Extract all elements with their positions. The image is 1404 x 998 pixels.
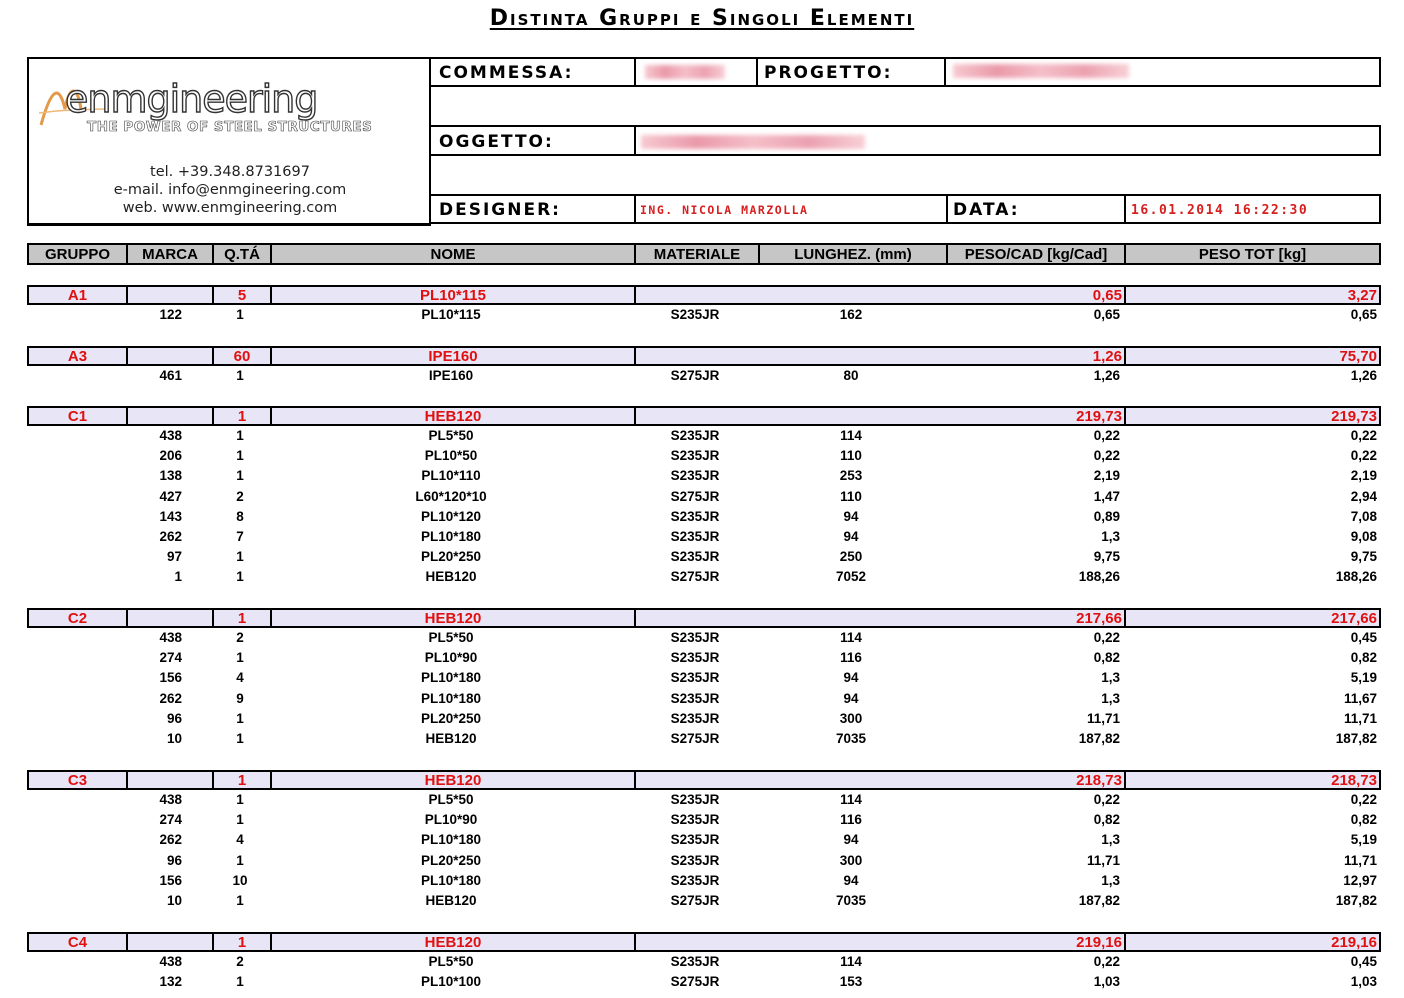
company-logo-box: [27, 57, 431, 226]
item-materiale: S275JR: [670, 974, 720, 989]
item-lunghezza: 253: [839, 468, 863, 483]
item-peso-cad: 0,82: [1093, 812, 1120, 827]
item-lunghezza: 114: [840, 630, 862, 645]
item-nome: HEB120: [425, 569, 477, 584]
table-row: [27, 547, 1381, 567]
item-marca: 96: [166, 853, 182, 868]
table-row: [27, 729, 1381, 749]
group-code: A1: [67, 287, 88, 304]
item-qta: 1: [236, 549, 244, 564]
item-marca: 10: [166, 893, 182, 908]
col-peso-cad: PESO/CAD [kg/Cad]: [964, 246, 1108, 263]
item-qta: 1: [236, 711, 244, 726]
commessa-label: COMMESSA:: [439, 63, 574, 83]
group-peso-tot: 217,66: [1331, 610, 1377, 627]
oggetto-row: [429, 125, 1381, 156]
item-qta: 1: [236, 368, 244, 383]
col-marca: MARCA: [142, 246, 198, 263]
item-marca: 97: [166, 549, 182, 564]
group-peso-cad: 219,16: [1076, 934, 1122, 951]
item-materiale: S275JR: [670, 489, 720, 504]
item-marca: 96: [166, 711, 182, 726]
item-nome: PL5*50: [428, 792, 474, 807]
item-materiale: S235JR: [670, 549, 720, 564]
group-qta: 1: [237, 772, 247, 789]
group-code: C4: [67, 934, 88, 951]
item-lunghezza: 94: [843, 832, 859, 847]
item-marca: 438: [159, 792, 182, 807]
group-peso-tot: 218,73: [1331, 772, 1377, 789]
item-nome: IPE160: [428, 368, 474, 383]
group-nome: HEB120: [424, 610, 482, 627]
item-peso-cad: 0,82: [1093, 650, 1120, 665]
group-code: A3: [67, 348, 88, 365]
item-qta: 1: [236, 812, 244, 827]
item-peso-cad: 11,71: [1086, 853, 1120, 868]
item-marca: 427: [159, 489, 182, 504]
item-marca: 132: [159, 974, 182, 989]
progetto-value-redacted: [953, 64, 1129, 78]
item-marca: 138: [159, 468, 182, 483]
item-materiale: S235JR: [670, 954, 720, 969]
item-peso-tot: 2,19: [1350, 468, 1377, 483]
item-materiale: S275JR: [670, 731, 720, 746]
table-row: [27, 689, 1381, 709]
table-row: [27, 426, 1381, 446]
item-lunghezza: 162: [839, 307, 863, 322]
item-qta: 10: [232, 873, 248, 888]
item-marca: 461: [159, 368, 182, 383]
item-peso-cad: 0,22: [1093, 954, 1120, 969]
item-lunghezza: 7052: [835, 569, 867, 584]
item-peso-tot: 0,82: [1350, 812, 1377, 827]
designer-data-row: [429, 194, 1381, 224]
item-materiale: S235JR: [670, 509, 720, 524]
item-materiale: S235JR: [670, 468, 720, 483]
table-row: [27, 972, 1381, 992]
item-peso-tot: 2,94: [1350, 489, 1377, 504]
item-qta: 1: [236, 893, 244, 908]
item-nome: PL10*180: [420, 529, 482, 544]
item-qta: 1: [236, 731, 244, 746]
logo-tagline: THE POWER OF STEEL STRUCTURES: [87, 119, 373, 135]
col-gruppo: GRUPPO: [44, 246, 110, 263]
item-nome: PL10*115: [421, 307, 481, 322]
item-nome: PL5*50: [428, 428, 474, 443]
item-peso-cad: 1,03: [1093, 974, 1120, 989]
table-row: [27, 790, 1381, 810]
item-materiale: S235JR: [670, 650, 720, 665]
group-nome: PL10*115: [420, 287, 486, 304]
item-materiale: S235JR: [670, 428, 720, 443]
commessa-progetto-row: [429, 57, 1381, 87]
item-marca: 438: [159, 428, 182, 443]
item-peso-tot: 1,26: [1350, 368, 1377, 383]
table-row: [27, 851, 1381, 871]
contact-web: web. www.enmgineering.com: [122, 200, 338, 216]
item-qta: 2: [236, 630, 244, 645]
item-qta: 7: [236, 529, 244, 544]
item-marca: 156: [159, 670, 182, 685]
group-nome: HEB120: [424, 772, 482, 789]
table-row: [27, 952, 1381, 972]
item-peso-cad: 0,22: [1093, 630, 1120, 645]
table-row: [27, 871, 1381, 891]
group-nome: IPE160: [428, 348, 478, 365]
item-materiale: S235JR: [670, 832, 720, 847]
item-qta: 4: [236, 670, 244, 685]
item-materiale: S235JR: [670, 873, 720, 888]
table-row: [27, 487, 1381, 507]
item-peso-tot: 9,08: [1350, 529, 1377, 544]
item-peso-tot: 11,71: [1343, 853, 1377, 868]
item-peso-cad: 1,3: [1101, 873, 1120, 888]
group-row: [27, 285, 1381, 305]
item-marca: 143: [159, 509, 182, 524]
item-nome: PL10*50: [424, 448, 478, 463]
item-qta: 9: [236, 691, 244, 706]
table-row: [27, 446, 1381, 466]
item-qta: 1: [236, 974, 244, 989]
item-lunghezza: 110: [840, 489, 862, 504]
group-peso-cad: 0,65: [1092, 287, 1122, 304]
item-materiale: S275JR: [670, 368, 720, 383]
item-materiale: S235JR: [670, 307, 720, 322]
col-lunghezza: LUNGHEZ. (mm): [794, 246, 912, 263]
table-row: [27, 810, 1381, 830]
item-peso-cad: 1,3: [1101, 691, 1120, 706]
item-materiale: S235JR: [670, 529, 720, 544]
col-nome: NOME: [430, 246, 476, 263]
item-marca: 262: [159, 832, 182, 847]
item-qta: 1: [236, 650, 244, 665]
item-peso-cad: 1,3: [1101, 670, 1120, 685]
item-nome: L60*120*10: [415, 489, 487, 504]
designer-label: DESIGNER:: [439, 200, 561, 220]
table-row: [27, 830, 1381, 850]
item-peso-cad: 0,22: [1093, 448, 1120, 463]
group-qta: 60: [233, 348, 251, 365]
item-peso-cad: 1,3: [1101, 529, 1120, 544]
group-row: [27, 406, 1381, 426]
col-materiale: MATERIALE: [653, 246, 741, 263]
item-peso-tot: 0,45: [1350, 630, 1377, 645]
item-marca: 438: [159, 630, 182, 645]
item-nome: PL10*110: [421, 468, 481, 483]
item-qta: 1: [236, 307, 244, 322]
item-peso-cad: 2,19: [1093, 468, 1120, 483]
item-lunghezza: 116: [840, 650, 862, 665]
item-materiale: S235JR: [670, 812, 720, 827]
table-row: [27, 507, 1381, 527]
table-row: [27, 668, 1381, 688]
item-peso-tot: 0,22: [1350, 428, 1377, 443]
item-peso-tot: 11,67: [1343, 691, 1377, 706]
table-row: [27, 709, 1381, 729]
item-marca: 156: [159, 873, 182, 888]
item-marca: 262: [159, 691, 182, 706]
item-peso-cad: 187,82: [1078, 731, 1120, 746]
item-materiale: S275JR: [670, 569, 720, 584]
header-block: [27, 57, 1381, 223]
table-row: [27, 567, 1381, 587]
group-nome: HEB120: [424, 934, 482, 951]
item-peso-cad: 11,71: [1086, 711, 1120, 726]
table-row: [27, 628, 1381, 648]
logo-wordmark: enmgineering: [65, 77, 318, 121]
item-marca: 438: [159, 954, 182, 969]
item-peso-cad: 0,65: [1093, 307, 1120, 322]
item-lunghezza: 153: [839, 974, 863, 989]
group-row: [27, 346, 1381, 366]
table-row: [27, 466, 1381, 486]
item-peso-tot: 12,97: [1343, 873, 1377, 888]
item-lunghezza: 94: [843, 670, 859, 685]
table-row: [27, 891, 1381, 911]
item-nome: PL10*180: [420, 691, 482, 706]
group-row: [27, 932, 1381, 952]
item-qta: 1: [236, 569, 244, 584]
item-materiale: S235JR: [670, 691, 720, 706]
item-nome: PL10*90: [424, 650, 478, 665]
group-row: [27, 608, 1381, 628]
group-peso-tot: 219,73: [1331, 408, 1377, 425]
item-peso-tot: 0,45: [1350, 954, 1377, 969]
col-peso-tot: PESO TOT [kg]: [1198, 246, 1307, 263]
item-nome: PL10*90: [424, 812, 478, 827]
company-contacts: [29, 163, 431, 217]
item-nome: PL10*100: [420, 974, 482, 989]
table-column-header: [27, 243, 1381, 265]
item-lunghezza: 300: [839, 853, 863, 868]
item-peso-tot: 187,82: [1335, 893, 1377, 908]
table-row: [27, 648, 1381, 668]
item-nome: PL20*250: [420, 549, 482, 564]
item-qta: 2: [236, 954, 244, 969]
item-peso-cad: 188,26: [1078, 569, 1120, 584]
item-materiale: S235JR: [670, 792, 720, 807]
table-row: [27, 527, 1381, 547]
item-qta: 1: [236, 853, 244, 868]
group-peso-cad: 217,66: [1076, 610, 1122, 627]
table-row: [27, 305, 1381, 325]
item-peso-tot: 11,71: [1343, 711, 1377, 726]
item-qta: 2: [236, 489, 244, 504]
oggetto-value-redacted: [641, 135, 865, 149]
item-nome: PL10*180: [420, 670, 482, 685]
item-marca: 10: [166, 731, 182, 746]
item-materiale: S275JR: [670, 893, 720, 908]
item-peso-tot: 0,22: [1350, 792, 1377, 807]
item-lunghezza: 300: [839, 711, 863, 726]
item-peso-tot: 1,03: [1350, 974, 1377, 989]
item-marca: 122: [159, 307, 182, 322]
item-lunghezza: 7035: [835, 893, 867, 908]
group-code: C1: [67, 408, 88, 425]
group-qta: 1: [237, 934, 247, 951]
item-qta: 8: [236, 509, 244, 524]
item-nome: PL5*50: [428, 630, 474, 645]
item-qta: 1: [236, 792, 244, 807]
item-marca: 274: [159, 812, 182, 827]
item-peso-tot: 188,26: [1335, 569, 1377, 584]
item-peso-tot: 0,22: [1350, 448, 1377, 463]
item-marca: 262: [159, 529, 182, 544]
group-qta: 1: [237, 408, 247, 425]
group-nome: HEB120: [424, 408, 482, 425]
item-lunghezza: 7035: [835, 731, 867, 746]
group-peso-tot: 75,70: [1339, 348, 1377, 365]
item-peso-tot: 7,08: [1350, 509, 1377, 524]
table-row: [27, 366, 1381, 386]
item-peso-cad: 9,75: [1093, 549, 1120, 564]
designer-value: ING. NICOLA MARZOLLA: [640, 203, 809, 217]
item-materiale: S235JR: [670, 448, 720, 463]
item-materiale: S235JR: [670, 711, 720, 726]
item-peso-tot: 5,19: [1350, 832, 1377, 847]
item-nome: PL10*180: [420, 832, 482, 847]
item-peso-cad: 187,82: [1078, 893, 1120, 908]
item-peso-cad: 0,89: [1093, 509, 1120, 524]
item-nome: HEB120: [425, 731, 477, 746]
item-lunghezza: 114: [840, 792, 862, 807]
item-peso-cad: 0,22: [1093, 428, 1120, 443]
oggetto-label: OGGETTO:: [439, 132, 554, 152]
item-peso-tot: 9,75: [1350, 549, 1377, 564]
item-peso-cad: 1,3: [1101, 832, 1120, 847]
item-peso-cad: 1,26: [1093, 368, 1120, 383]
item-qta: 1: [236, 448, 244, 463]
group-peso-cad: 1,26: [1092, 348, 1122, 365]
item-nome: PL20*250: [420, 711, 482, 726]
group-peso-tot: 219,16: [1331, 934, 1377, 951]
item-lunghezza: 110: [840, 448, 862, 463]
item-marca: 206: [159, 448, 182, 463]
item-qta: 1: [236, 428, 244, 443]
item-lunghezza: 114: [840, 954, 862, 969]
contact-phone: tel. +39.348.8731697: [150, 164, 310, 180]
item-lunghezza: 114: [840, 428, 862, 443]
item-peso-tot: 5,19: [1350, 670, 1377, 685]
item-marca: 274: [159, 650, 182, 665]
item-peso-tot: 0,82: [1350, 650, 1377, 665]
group-code: C3: [67, 772, 88, 789]
item-nome: PL10*180: [420, 873, 482, 888]
item-marca: 1: [174, 569, 182, 584]
item-nome: HEB120: [425, 893, 477, 908]
item-peso-cad: 1,47: [1093, 489, 1120, 504]
item-materiale: S235JR: [670, 670, 720, 685]
group-peso-cad: 219,73: [1076, 408, 1122, 425]
data-value: 16.01.2014 16:22:30: [1131, 203, 1309, 218]
col-qta: Q.TÁ: [224, 246, 260, 263]
item-lunghezza: 94: [843, 509, 859, 524]
group-qta: 5: [237, 287, 247, 304]
item-lunghezza: 80: [843, 368, 859, 383]
commessa-value-redacted: [645, 65, 725, 79]
group-qta: 1: [237, 610, 247, 627]
item-materiale: S235JR: [670, 630, 720, 645]
item-materiale: S235JR: [670, 853, 720, 868]
contact-email: e-mail. info@enmgineering.com: [113, 182, 347, 198]
item-lunghezza: 250: [839, 549, 863, 564]
item-nome: PL20*250: [420, 853, 482, 868]
item-lunghezza: 94: [843, 529, 859, 544]
group-peso-cad: 218,73: [1076, 772, 1122, 789]
item-qta: 1: [236, 468, 244, 483]
item-peso-tot: 0,65: [1350, 307, 1377, 322]
group-code: C2: [67, 610, 88, 627]
item-peso-tot: 187,82: [1335, 731, 1377, 746]
document-title: Distinta Gruppi e Singoli Elementi: [489, 6, 915, 31]
item-nome: PL5*50: [428, 954, 474, 969]
item-lunghezza: 94: [843, 691, 859, 706]
item-peso-cad: 0,22: [1093, 792, 1120, 807]
item-nome: PL10*120: [420, 509, 482, 524]
group-peso-tot: 3,27: [1347, 287, 1377, 304]
data-label: DATA:: [953, 200, 1020, 220]
item-lunghezza: 94: [843, 873, 859, 888]
item-lunghezza: 116: [840, 812, 862, 827]
progetto-label: PROGETTO:: [764, 63, 893, 83]
item-qta: 4: [236, 832, 244, 847]
group-row: [27, 770, 1381, 790]
